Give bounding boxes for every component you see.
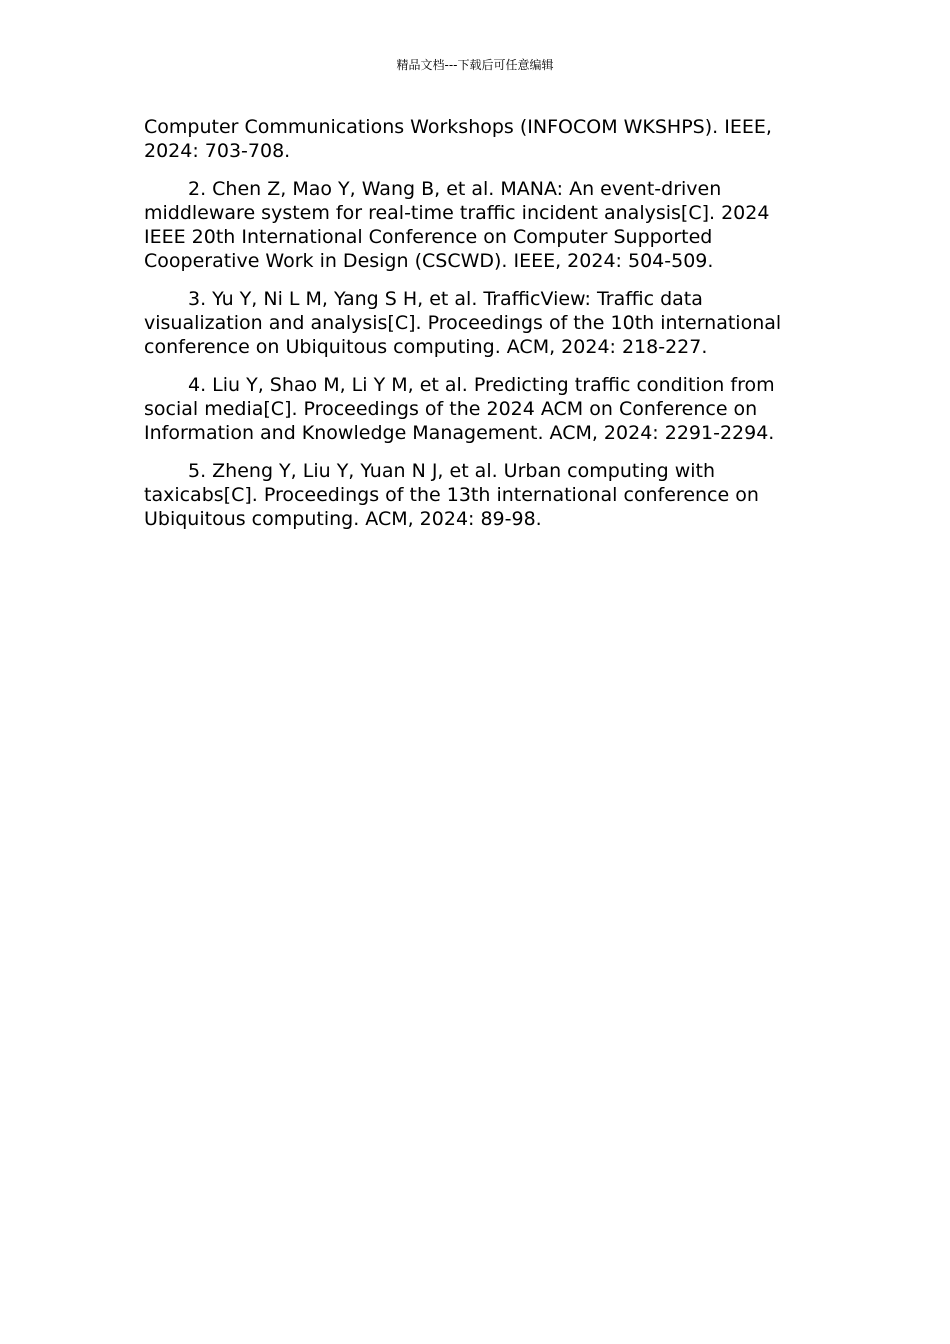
reference-item-3: 3. Yu Y, Ni L M, Yang S H, et al. TrafficView: Traffic data visualization and analysis[C]. Proceedings of the 10th international conference on Ubiquitous computing. ACM, 2024: 218-227. <box>144 288 782 358</box>
reference-item-5: 5. Zheng Y, Liu Y, Yuan N J, et al. Urban computing with taxicabs[C]. Proceedings of the 13th international conference on Ubiquitous computing. ACM, 2024: 89-98. <box>144 460 759 530</box>
reference-item-2: 2. Chen Z, Mao Y, Wang B, et al. MANA: An event-driven middleware system for real-time traffic incident analysis[C]. 2024 IEEE 20th International Conference on Computer Supported Cooperative Work in Design (CSCWD). IEEE, 2024: 504-509. <box>144 178 770 272</box>
reference-continuation: Computer Communications Workshops (INFOCOM WKSHPS). IEEE, 2024: 703-708. <box>144 116 772 162</box>
reference-item-4: 4. Liu Y, Shao M, Li Y M, et al. Predicting traffic condition from social media[C]. Proceedings of the 2024 ACM on Conference on Information and Knowledge Management. ACM, 2024: 2291-2294. <box>144 374 775 444</box>
reference-list <box>144 115 806 545</box>
page-header: 精品文档---下载后可任意编辑 <box>396 58 554 72</box>
